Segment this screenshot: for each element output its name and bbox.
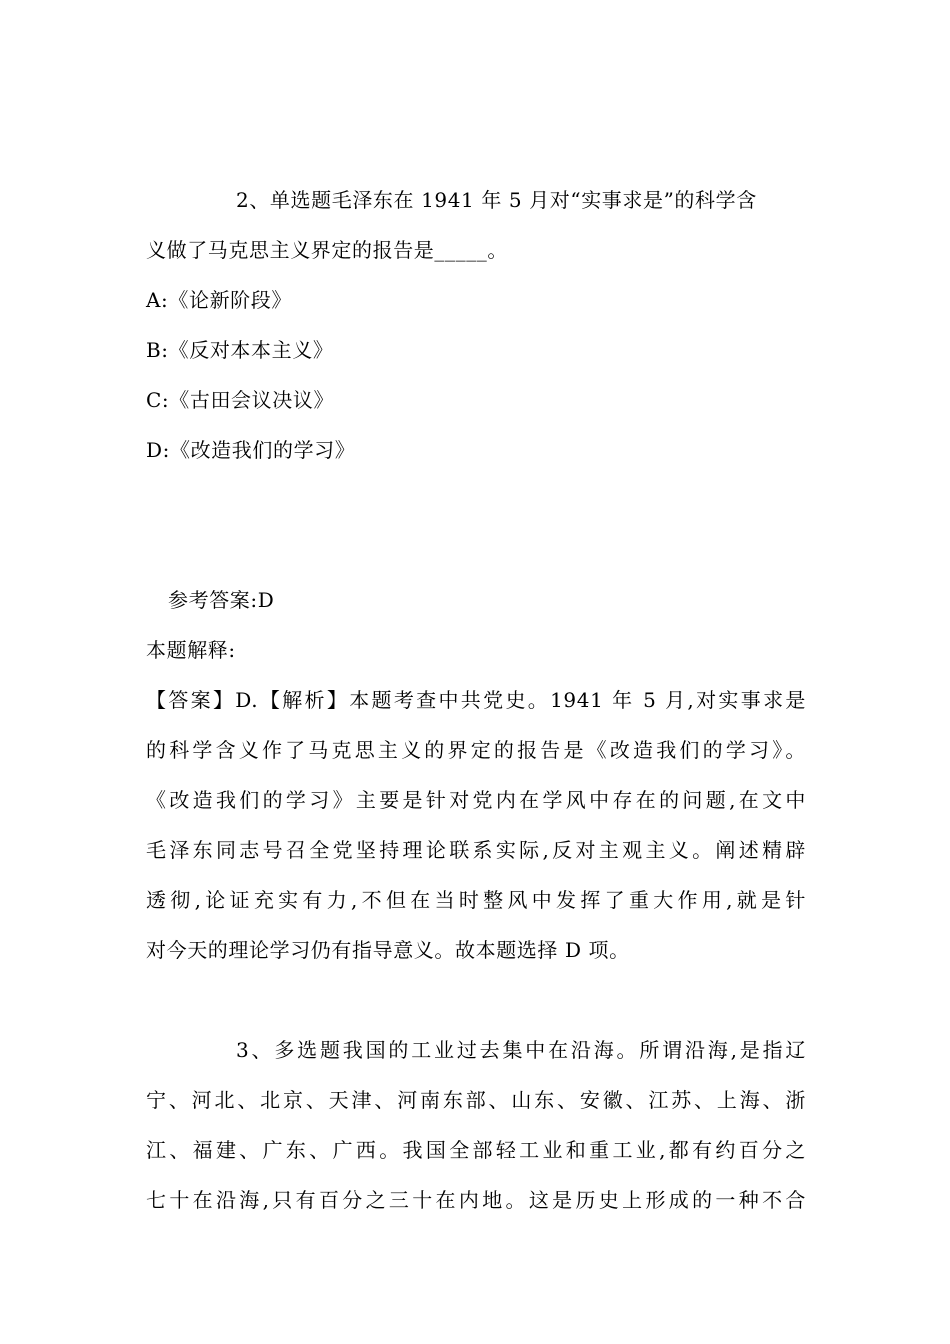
option-b: B:《反对本本主义》 bbox=[146, 338, 334, 362]
question-2-stem-line-2: 义做了马克思主义界定的报告是_____。 bbox=[146, 238, 508, 262]
explanation-title: 本题解释: bbox=[146, 638, 236, 662]
question-3-line-1: 3、多选题我国的工业过去集中在沿海。所谓沿海,是指辽 bbox=[236, 1038, 806, 1062]
explanation-line-4: 毛泽东同志号召全党坚持理论联系实际,反对主观主义。阐述精辟 bbox=[146, 838, 806, 862]
question-3-line-3: 江、福建、广东、广西。我国全部轻工业和重工业,都有约百分之 bbox=[146, 1138, 806, 1162]
question-3-line-2: 宁、河北、北京、天津、河南东部、山东、安徽、江苏、上海、浙 bbox=[146, 1088, 806, 1112]
reference-answer: 参考答案:D bbox=[168, 588, 275, 612]
question-2-stem-line-1: 2、单选题毛泽东在 1941 年 5 月对“实事求是”的科学含 bbox=[236, 188, 757, 212]
option-a: A:《论新阶段》 bbox=[146, 288, 292, 312]
explanation-line-3: 《改造我们的学习》主要是针对党内在学风中存在的问题,在文中 bbox=[146, 788, 806, 812]
explanation-line-5: 透彻,论证充实有力,不但在当时整风中发挥了重大作用,就是针 bbox=[146, 888, 806, 912]
explanation-line-2: 的科学含义作了马克思主义的界定的报告是《改造我们的学习》。 bbox=[146, 738, 806, 762]
explanation-line-1: 【答案】D.【解析】本题考查中共党史。1941 年 5 月,对实事求是 bbox=[146, 688, 806, 712]
option-d: D:《改造我们的学习》 bbox=[146, 438, 356, 462]
explanation-line-6: 对今天的理论学习仍有指导意义。故本题选择 D 项。 bbox=[146, 938, 630, 962]
option-c: C:《古田会议决议》 bbox=[146, 388, 335, 412]
question-3-line-4: 七十在沿海,只有百分之三十在内地。这是历史上形成的一种不合 bbox=[146, 1188, 806, 1212]
